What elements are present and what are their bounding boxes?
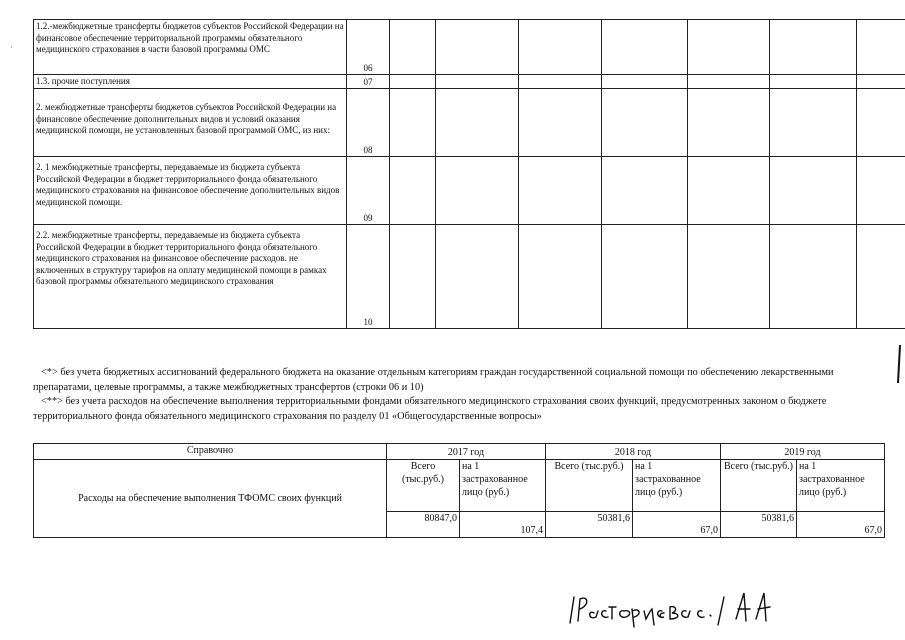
- col-total-2017: Всего (тыс.руб.): [387, 460, 460, 512]
- footnote-1: <*> без учета бюджетных ассигнований федерального бюджета на оказание отдельным категориям граждан государственной социальной помощи по обеспечению лекарственными препаратами, целевые программы, а также межбюджетных трансфертов (строки 06 и 10): [33, 367, 834, 393]
- row-label: 1.2.-межбюджетные трансферты бюджетов субъектов Российской Федерации на финансовое обеспечение территориальной программы обязательного медицинского страхования в части базовой программы ОМС: [34, 20, 347, 75]
- value-2019-per: 67,0: [797, 512, 885, 538]
- reference-table: [33, 443, 885, 538]
- row-code: 09: [347, 157, 390, 225]
- value-2017-total: 80847,0: [387, 512, 460, 538]
- row-label: 2. 1 межбюджетные трансферты, передаваемые из бюджета субъекта Российской Федерации в бюджет территориального фонда обязательного медицинского страхования на финансовое обеспечение дополнительных видов медицинской помощи.: [34, 157, 347, 225]
- table-row: [34, 20, 905, 75]
- year-2019: 2019 год: [721, 444, 885, 460]
- row-label: 2.2. межбюджетные трансферты, передаваемые из бюджета субъекта Российской Федерации в бюджет территориального фонда обязательного медицинского страхования на финансовое обеспечение расходов. не включенных в структуру тарифов на оплату медицинской помощи в рамках базовой программы обязательного медицинского страхования: [34, 225, 347, 329]
- col-per-insured-2017: на 1 застрахованное лицо (руб.): [460, 460, 546, 512]
- value-2018-total: 50381,6: [546, 512, 633, 538]
- col-per-insured-2019: на 1 застрахованное лицо (руб.): [797, 460, 885, 512]
- year-2018: 2018 год: [546, 444, 721, 460]
- table-row: [34, 157, 905, 225]
- col-total-2019: Всего (тыс.руб.): [721, 460, 797, 512]
- table-row: [34, 75, 905, 89]
- table-row: [34, 225, 905, 329]
- main-table: [33, 19, 905, 329]
- value-2019-total: 50381,6: [721, 512, 797, 538]
- year-2017: 2017 год: [387, 444, 546, 460]
- footnotes: [33, 366, 893, 424]
- handwritten-signature: [560, 585, 800, 635]
- row-label: 2. межбюджетные трансферты бюджетов субъектов Российской Федерации на финансовое обеспечение дополнительных видов и условий оказания медицинской помощи, не установленных базовой программой ОМС, из них:: [34, 89, 347, 157]
- margin-bracket-mark: [896, 345, 902, 385]
- value-2017-per: 107,4: [460, 512, 546, 538]
- margin-tick: ˙: [10, 45, 13, 54]
- col-per-insured-2018: на 1 застрахованное лицо (руб.): [633, 460, 721, 512]
- col-total-2018: Всего (тыс.руб.): [546, 460, 633, 512]
- row-code: 06: [347, 20, 390, 75]
- table-row: [34, 89, 905, 157]
- footnote-2: <**> без учета расходов на обеспечение выполнения территориальными фондами обязательного медицинского страхования своих функций, предусмотренных законом о бюджете территориального фонда обязательного медицинского страхования по разделу 01 «Общегосударственные вопросы»: [33, 396, 827, 422]
- row-code: 08: [347, 89, 390, 157]
- row-code: 10: [347, 225, 390, 329]
- value-2018-per: 67,0: [633, 512, 721, 538]
- reference-row-label: Расходы на обеспечение выполнения ТФОМС своих функций: [34, 460, 387, 538]
- reference-header: Справочно: [34, 444, 387, 460]
- row-code: 07: [347, 75, 390, 89]
- row-label: 1.3. прочие поступления: [34, 75, 347, 89]
